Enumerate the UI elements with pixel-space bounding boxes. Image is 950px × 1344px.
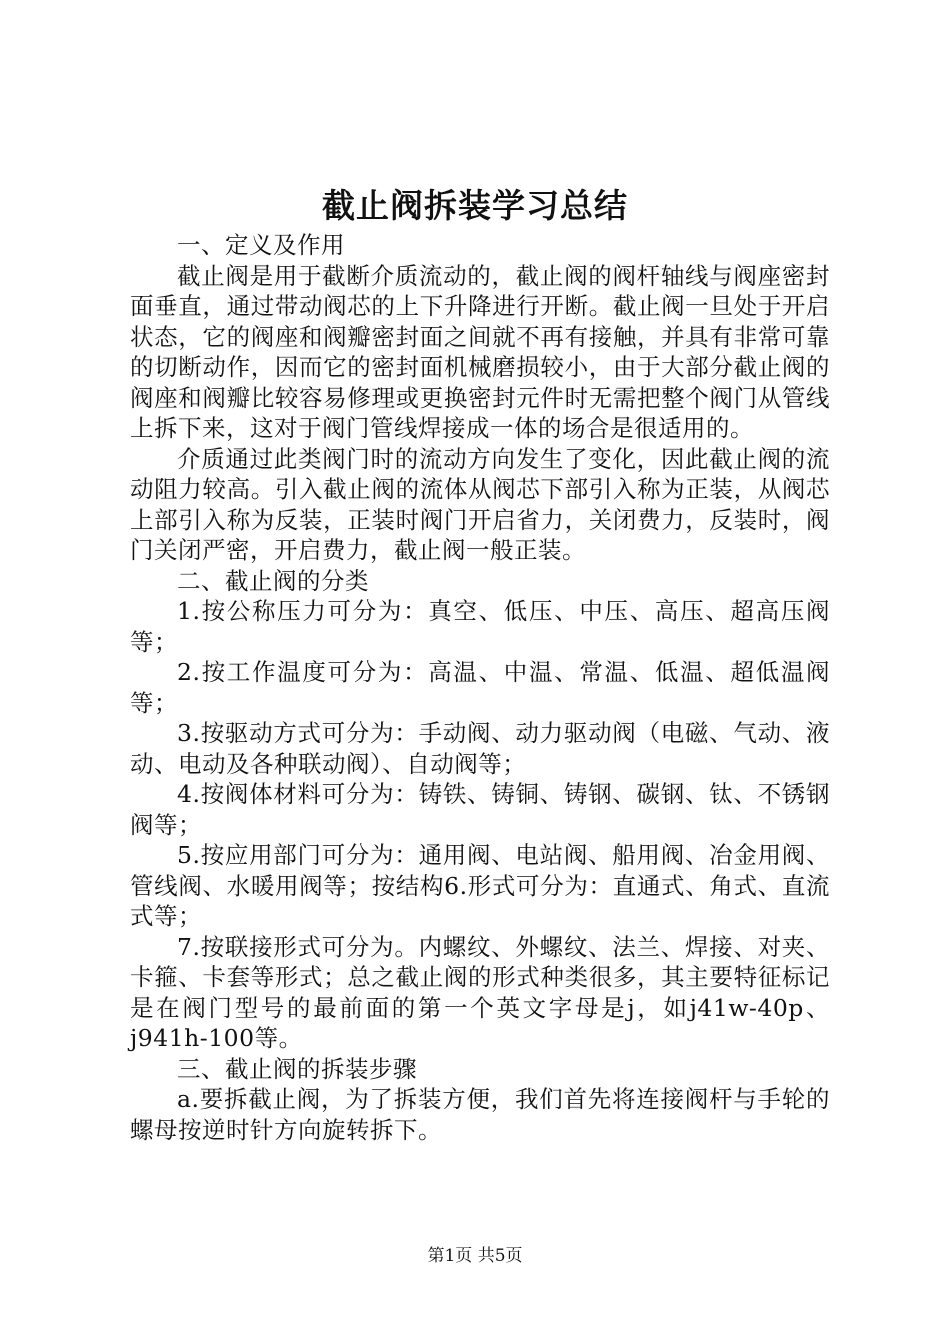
- list-item-connection: 7.按联接形式可分为。内螺纹、外螺纹、法兰、焊接、对夹、卡箍、卡套等形式；总之截止阀的形式种类很多，其主要特征标记是在阀门型号的最前面的第一个英文字母是j，如j41w-40p、j941h-100等。: [130, 932, 830, 1052]
- section-heading-disassembly: 三、截止阀的拆装步骤: [177, 1054, 417, 1083]
- paragraph-definition: 截止阀是用于截断介质流动的，截止阀的阀杆轴线与阀座密封面垂直，通过带动阀芯的上下升降进行开断。截止阀一旦处于开启状态，它的阀座和阀瓣密封面之间就不再有接触，并具有非常可靠的切断动作，因而它的密封面机械磨损较小，由于大部分截止阀的阀座和阀瓣比较容易修理或更换密封元件时无需把整个阀门从管线上拆下来，这对于阀门管线焊接成一体的场合是很适用的。: [130, 261, 830, 442]
- document-title: 截止阀拆装学习总结: [322, 186, 628, 225]
- list-item-pressure: 1.按公称压力可分为：真空、低压、中压、高压、超高压阀等；: [130, 597, 830, 656]
- section-heading-definition: 一、定义及作用: [177, 231, 345, 259]
- list-item-drive: 3.按驱动方式可分为：手动阀、动力驱动阀（电磁、气动、液动、电动及各种联动阀）、自动阀等；: [130, 719, 830, 778]
- page-footer: 第1页 共5页: [427, 1246, 523, 1266]
- document-body: [130, 230, 830, 1145]
- paragraph-step-a: a.要拆截止阀，为了拆装方便，我们首先将连接阀杆与手轮的螺母按逆时针方向旋转拆下。: [130, 1085, 830, 1144]
- paragraph-flow-direction: 介质通过此类阀门时的流动方向发生了变化，因此截止阀的流动阻力较高。引入截止阀的流体从阀芯下部引入称为正装，从阀芯上部引入称为反装，正装时阀门开启省力，关闭费力，反装时，阀门关闭严密，开启费力，截止阀一般正装。: [130, 444, 830, 564]
- list-item-temperature: 2.按工作温度可分为：高温、中温、常温、低温、超低温阀等；: [130, 658, 830, 717]
- list-item-application: 5.按应用部门可分为：通用阀、电站阀、船用阀、冶金用阀、管线阀、水暖用阀等；按结构6.形式可分为：直通式、角式、直流式等；: [130, 841, 830, 930]
- section-heading-classification: 二、截止阀的分类: [177, 566, 369, 595]
- list-item-material: 4.按阀体材料可分为：铸铁、铸铜、铸钢、碳钢、钛、不锈钢阀等；: [130, 780, 830, 839]
